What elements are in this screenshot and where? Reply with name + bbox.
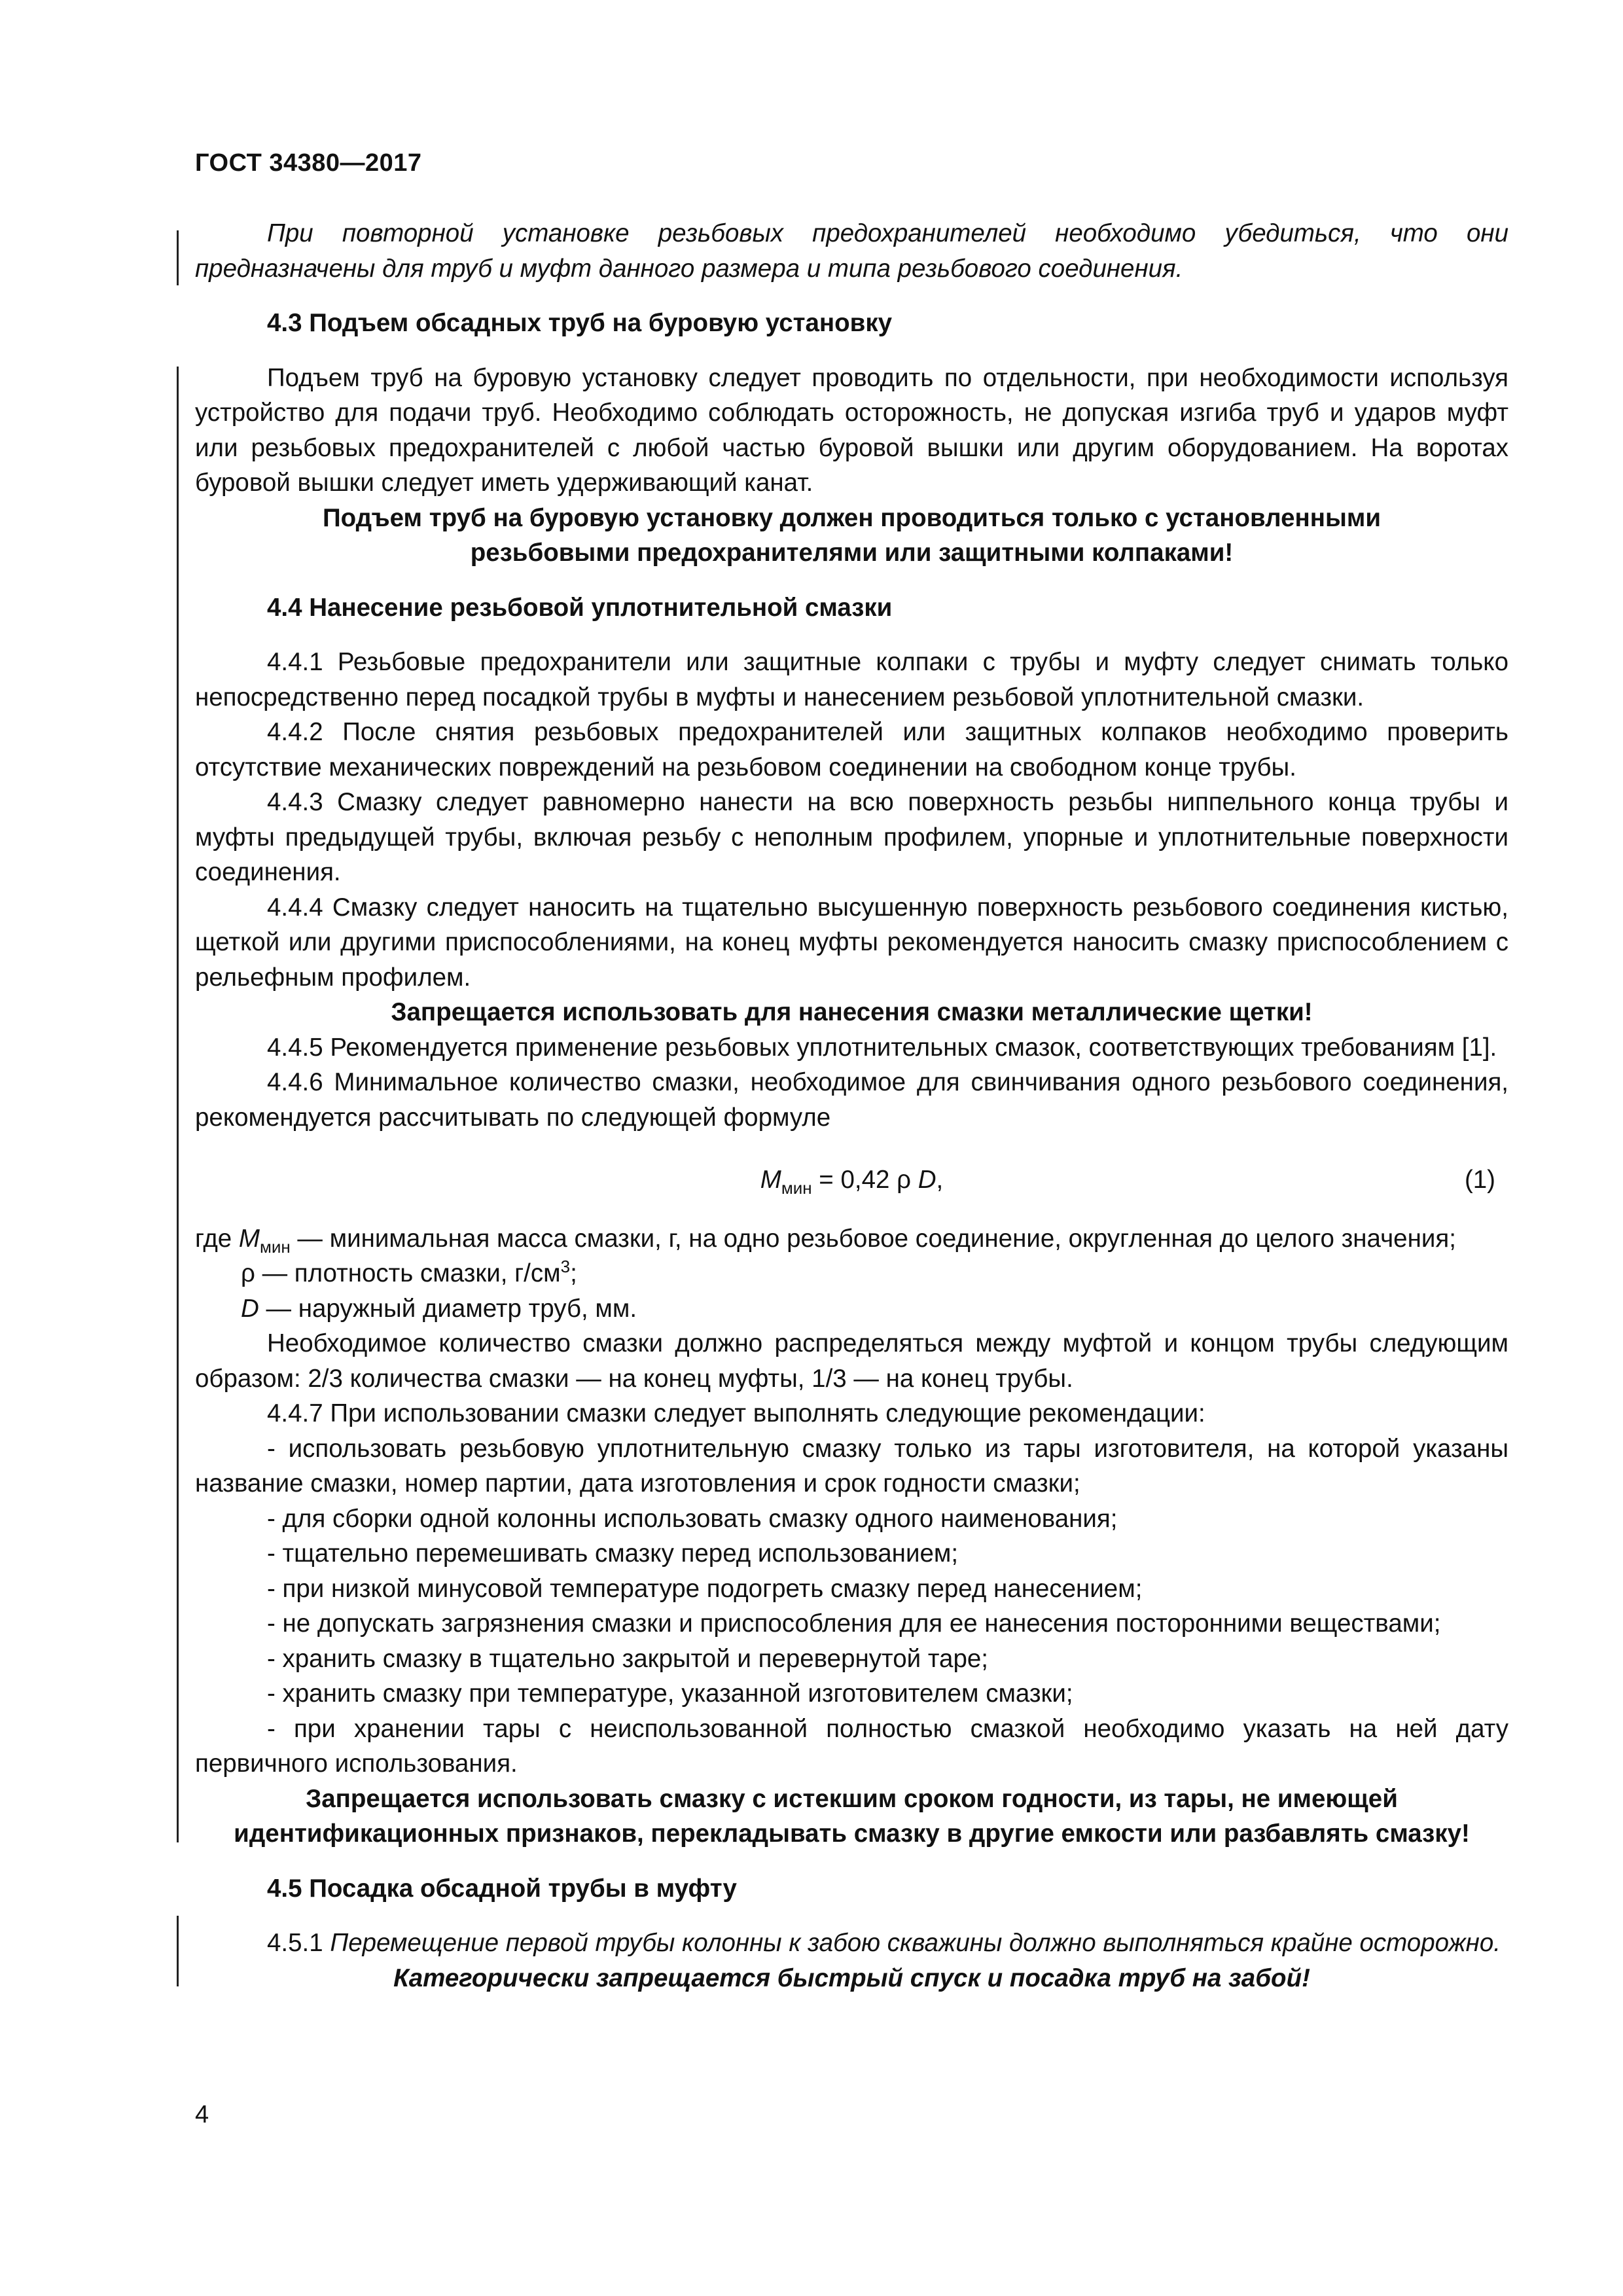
- list-item: - не допускать загрязнения смазки и приспособления для ее нанесения посторонними веществами;: [267, 1609, 1441, 1638]
- where-prefix: где: [195, 1224, 239, 1253]
- paragraph-4-4-3: 4.4.3 Смазку следует равномерно нанести на всю поверхность резьбы ниппельного конца трубы и муфты предыдущей трубы, включая резьбу с неполным профилем, упорные и уплотнительные поверхности соединения.: [195, 788, 1508, 886]
- where-var-m: M: [238, 1224, 260, 1253]
- where-line-m: [195, 1221, 1508, 1257]
- paragraph-4-4-4: 4.4.4 Смазку следует наносить на тщательно высушенную поверхность резьбового соединения кистью, щеткой или другими приспособлениями, на конец муфты рекомендуется наносить смазку приспособлением с рельефным профилем.: [195, 893, 1508, 992]
- formula-var-d: D: [918, 1166, 936, 1194]
- where-rho-end: ;: [570, 1259, 577, 1287]
- list-item: - для сборки одной колонны использовать смазку одного наименования;: [267, 1504, 1118, 1533]
- formula-1: [195, 1162, 1508, 1198]
- warning-4-4-7: Запрещается использовать смазку с истекшим сроком годности, из тары, не имеющей идентификационных признаков, перекладывать смазку в другие емкости или разбавлять смазку!: [234, 1784, 1470, 1848]
- where-d-definition: — наружный диаметр труб, мм.: [259, 1294, 637, 1323]
- formula-var-m: M: [760, 1166, 781, 1194]
- paragraph-4-3: Подъем труб на буровую установку следует проводить по отдельности, при необходимости используя устройство для подачи труб. Необходимо соблюдать осторожность, не допуская изгиба труб и ударов муфт или резьбовых предохранителей с любой частью буровой вышки или другим оборудованием. На воротах буровой вышки следует иметь удерживающий канат.: [195, 363, 1508, 497]
- paragraph-4-4-2: 4.4.2 После снятия резьбовых предохранителей или защитных колпаков необходимо проверить отсутствие механических повреждений на резьбовом соединении на свободном конце трубы.: [195, 718, 1508, 781]
- formula-number: (1): [1464, 1166, 1495, 1194]
- revision-bar: [177, 1916, 179, 1986]
- warning-4-3-line2: резьбовыми предохранителями или защитными колпаками!: [470, 539, 1234, 567]
- formula-coefficient: = 0,42 ρ: [812, 1166, 918, 1194]
- revision-bar: [177, 367, 179, 1842]
- formula-comma: ,: [936, 1166, 944, 1194]
- list-item: - хранить смазку в тщательно закрытой и перевернутой таре;: [267, 1644, 988, 1673]
- section-heading-4-4: 4.4 Нанесение резьбовой уплотнительной смазки: [267, 593, 893, 622]
- paragraph-4-5-1: [195, 1926, 1508, 1961]
- paragraph-4-4-7: 4.4.7 При использовании смазки следует выполнять следующие рекомендации:: [267, 1399, 1205, 1427]
- list-item: - при хранении тары с неиспользованной полностью смазкой необходимо указать на ней дату первичного использования.: [195, 1714, 1508, 1778]
- document-header: ГОСТ 34380—2017: [195, 149, 422, 177]
- document-body: [195, 216, 1508, 1996]
- formula-expression: [195, 1162, 1508, 1198]
- where-rho-definition: ρ — плотность смазки, г/см: [241, 1259, 561, 1287]
- list-item: - использовать резьбовую уплотнительную смазку только из тары изготовителя, на которой указаны название смазки, номер партии, дата изготовления и срок годности смазки;: [195, 1434, 1508, 1498]
- page-number: 4: [195, 2101, 209, 2128]
- paragraph-intro: При повторной установке резьбовых предохранителей необходимо убедиться, что они предназначены для труб и муфт данного размера и типа резьбового соединения.: [195, 219, 1508, 283]
- where-superscript: 3: [560, 1257, 571, 1276]
- formula-subscript: мин: [781, 1178, 812, 1198]
- list-item: - при низкой минусовой температуре подогреть смазку перед нанесением;: [267, 1574, 1143, 1603]
- revision-bar: [177, 230, 179, 285]
- warning-4-4-4: Запрещается использовать для нанесения смазки металлические щетки!: [391, 998, 1313, 1026]
- where-m-definition: — минимальная масса смазки, г, на одно резьбовое соединение, округленная до целого значения;: [290, 1224, 1456, 1253]
- paragraph-distribution: Необходимое количество смазки должно распределяться между муфтой и концом трубы следующим образом: 2/3 количества смазки — на конец муфты, 1/3 — на конец трубы.: [195, 1329, 1508, 1393]
- section-heading-4-3: 4.3 Подъем обсадных труб на буровую установку: [267, 309, 893, 337]
- paragraph-4-5-1-text: Перемещение первой трубы колонны к забою скважины должно выполняться крайне осторожно.: [330, 1929, 1501, 1957]
- paragraph-4-4-6: 4.4.6 Минимальное количество смазки, необходимое для свинчивания одного резьбового соединения, рекомендуется рассчитывать по следующей формуле: [195, 1068, 1508, 1132]
- section-heading-4-5: 4.5 Посадка обсадной трубы в муфту: [267, 1874, 737, 1903]
- paragraph-4-5-1-number: 4.5.1: [267, 1929, 330, 1957]
- where-subscript: мин: [259, 1236, 291, 1257]
- list-item: - хранить смазку при температуре, указанной изготовителем смазки;: [267, 1679, 1073, 1708]
- paragraph-4-4-1: 4.4.1 Резьбовые предохранители или защитные колпаки с трубы и муфту следует снимать только непосредственно перед посадкой трубы в муфты и нанесением резьбовой уплотнительной смазки.: [195, 648, 1508, 711]
- where-line-rho: [195, 1256, 1508, 1291]
- warning-4-5-1: Категорически запрещается быстрый спуск и посадка труб на забой!: [393, 1964, 1310, 1992]
- warning-4-3-line1: Подъем труб на буровую установку должен проводиться только с установленными: [322, 503, 1382, 532]
- list-item: - тщательно перемешивать смазку перед использованием;: [267, 1539, 959, 1568]
- where-var-d: D: [241, 1294, 259, 1323]
- paragraph-4-4-5: 4.4.5 Рекомендуется применение резьбовых уплотнительных смазок, соответствующих требованиям [1].: [267, 1033, 1497, 1062]
- where-line-d: [195, 1291, 1508, 1327]
